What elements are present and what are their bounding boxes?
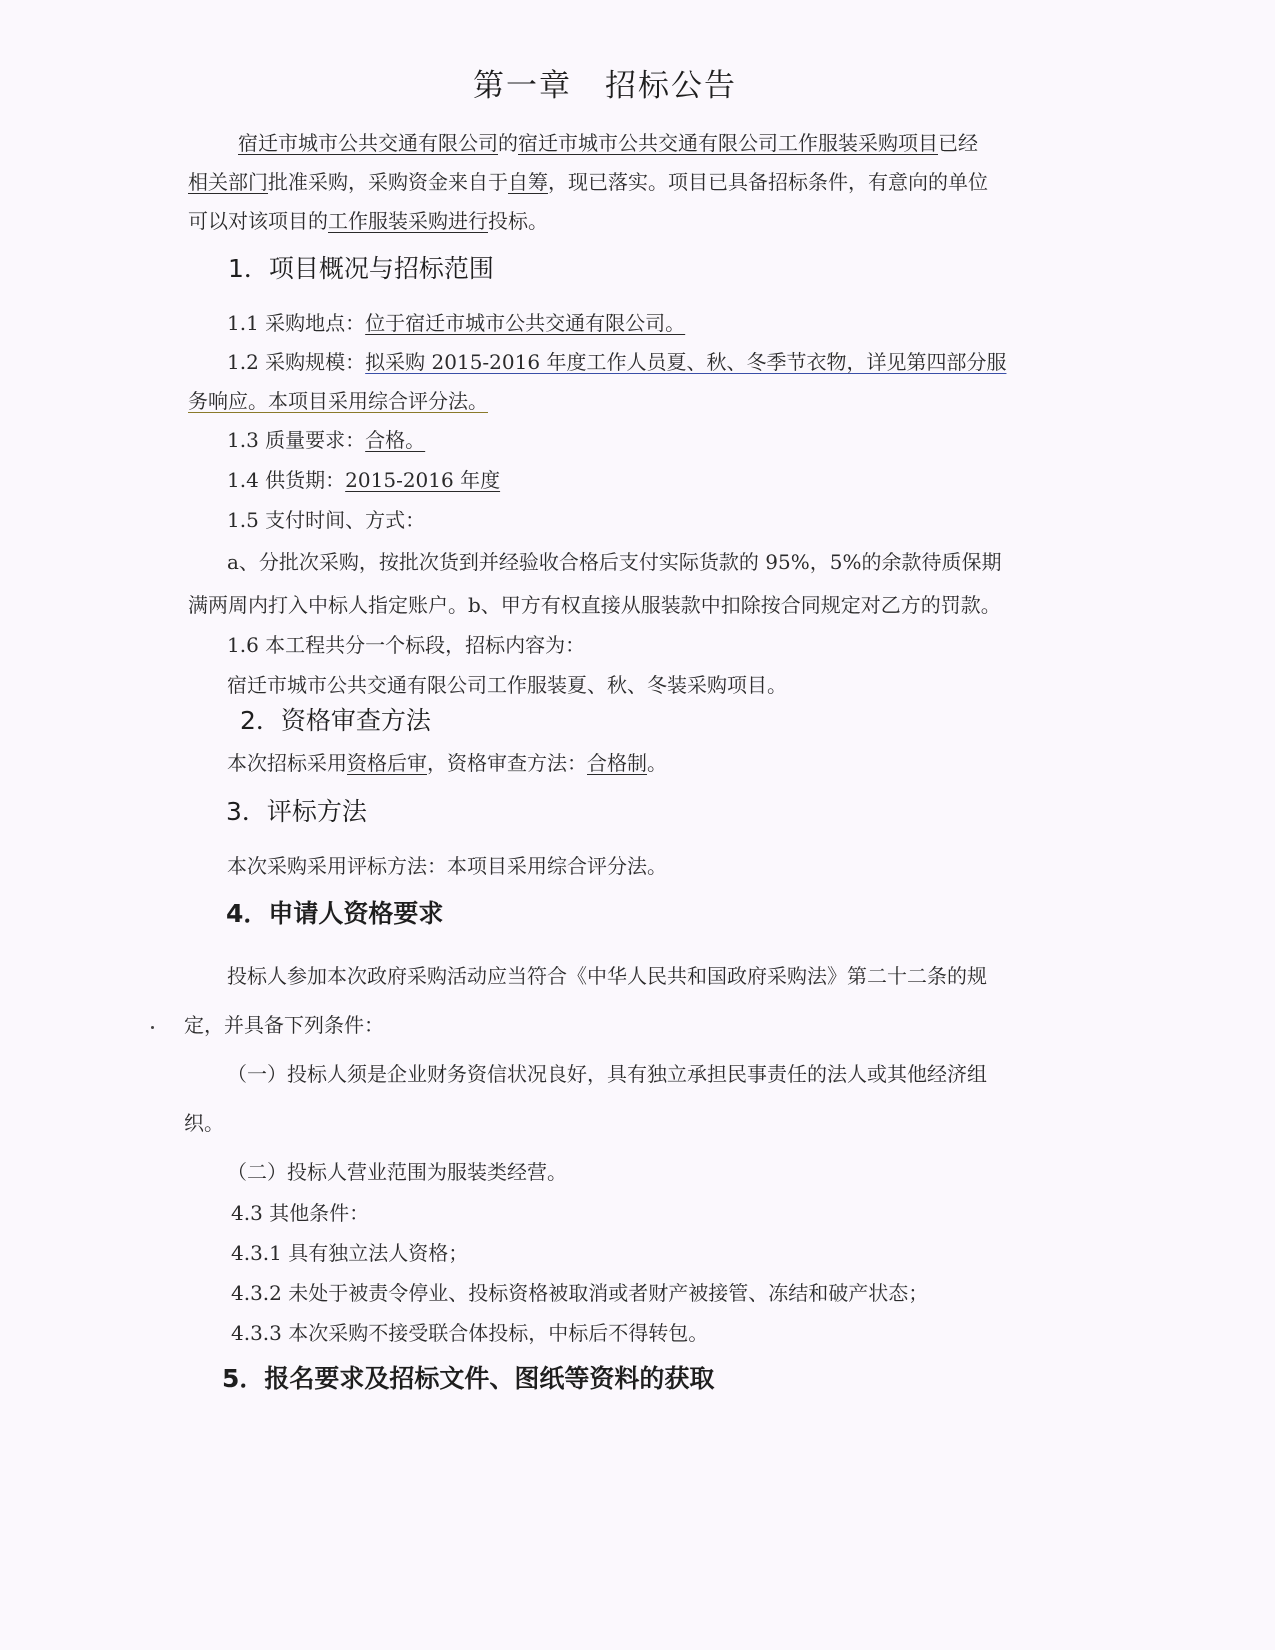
item-1-6: 1.6 本工程共分一个标段，招标内容为： <box>227 633 586 657</box>
item-4-3: 4.3 其他条件： <box>231 1201 370 1225</box>
item-1-4: 1.4 供货期：2015-2016 年度 <box>227 468 501 492</box>
fund-source: 自筹 <box>508 170 548 194</box>
condition-2: （二）投标人营业范围为服装类经营。 <box>227 1160 567 1184</box>
item-1-6-content: 宿迁市城市公共交通有限公司工作服装夏、秋、冬装采购项目。 <box>227 673 787 697</box>
page-title: 第一章 招标公告 <box>473 68 737 104</box>
section-4-heading: 4．申请人资格要求 <box>226 899 444 928</box>
intro-line-3: 可以对该项目的工作服装采购进行投标。 <box>188 209 548 233</box>
intro-line-2: 相关部门批准采购，采购资金来自于自筹，现已落实。项目已具备招标条件，有意向的单位 <box>188 170 988 194</box>
item-4-3-2: 4.3.2 未处于被责令停业、投标资格被取消或者财产被接管、冻结和破产状态； <box>231 1281 929 1305</box>
section-4-intro-1: 投标人参加本次政府采购活动应当符合《中华人民共和国政府采购法》第二十二条的规 <box>227 964 987 988</box>
item-4-3-1: 4.3.1 具有独立法人资格； <box>231 1241 469 1265</box>
supply-period: 2015-2016 年度 <box>345 468 501 492</box>
item-1-5: 1.5 支付时间、方式： <box>227 508 426 532</box>
item-4-3-3: 4.3.3 本次采购不接受联合体投标，中标后不得转包。 <box>231 1321 709 1345</box>
approval-authority: 相关部门 <box>188 170 268 194</box>
item-1-1: 1.1 采购地点：位于宿迁市城市公共交通有限公司。 <box>227 311 686 335</box>
purchase-scale: 拟采购 2015-2016 年度工作人员夏、秋、冬季节衣物，详见第四部分服 <box>365 350 1007 374</box>
quality-requirement: 合格。 <box>365 428 426 452</box>
section-4-intro-2: 定，并具备下列条件： <box>184 1013 384 1037</box>
section-3-heading: 3．评标方法 <box>226 797 367 826</box>
condition-1-line-1: （一）投标人须是企业财务资信状况良好，具有独立承担民事责任的法人或其他经济组 <box>227 1062 987 1086</box>
section-3-text: 本次采购采用评标方法：本项目采用综合评分法。 <box>227 854 667 878</box>
item-1-5-b: 满两周内打入中标人指定账户。b、甲方有权直接从服装款中扣除按合同规定对乙方的罚款。 <box>188 593 1001 617</box>
section-2-heading: 2．资格审查方法 <box>240 706 431 735</box>
section-5-heading: 5．报名要求及招标文件、图纸等资料的获取 <box>222 1364 715 1393</box>
purchaser-name: 宿迁市城市公共交通有限公司 <box>238 131 498 155</box>
item-1-2-cont <box>188 389 488 413</box>
item-1-2: 1.2 采购规模：拟采购 2015-2016 年度工作人员夏、秋、冬季节衣物，详见第四部分服 <box>227 350 1007 374</box>
purchase-scale-cont: 务响应。本项目采用综合评分法。 <box>188 389 488 413</box>
scan-speck <box>151 1026 154 1029</box>
section-1-heading: 1．项目概况与招标范围 <box>228 254 494 283</box>
section-2-text: 本次招标采用资格后审，资格审查方法：合格制。 <box>227 751 667 775</box>
item-1-5-a: a、分批次采购，按批次货到并经验收合格后支付实际货款的 95%，5%的余款待质保期 <box>227 550 1002 574</box>
review-method: 合格制 <box>587 751 647 775</box>
intro-line-1: 宿迁市城市公共交通有限公司的宿迁市城市公共交通有限公司工作服装采购项目已经 <box>238 131 978 155</box>
tender-subject: 工作服装采购进行 <box>328 209 488 233</box>
condition-1-line-2: 织。 <box>184 1111 224 1135</box>
item-1-3: 1.3 质量要求：合格。 <box>227 428 426 452</box>
review-type: 资格后审 <box>347 751 427 775</box>
purchase-location: 位于宿迁市城市公共交通有限公司。 <box>365 311 686 335</box>
project-name: 宿迁市城市公共交通有限公司工作服装采购项目 <box>518 131 938 155</box>
